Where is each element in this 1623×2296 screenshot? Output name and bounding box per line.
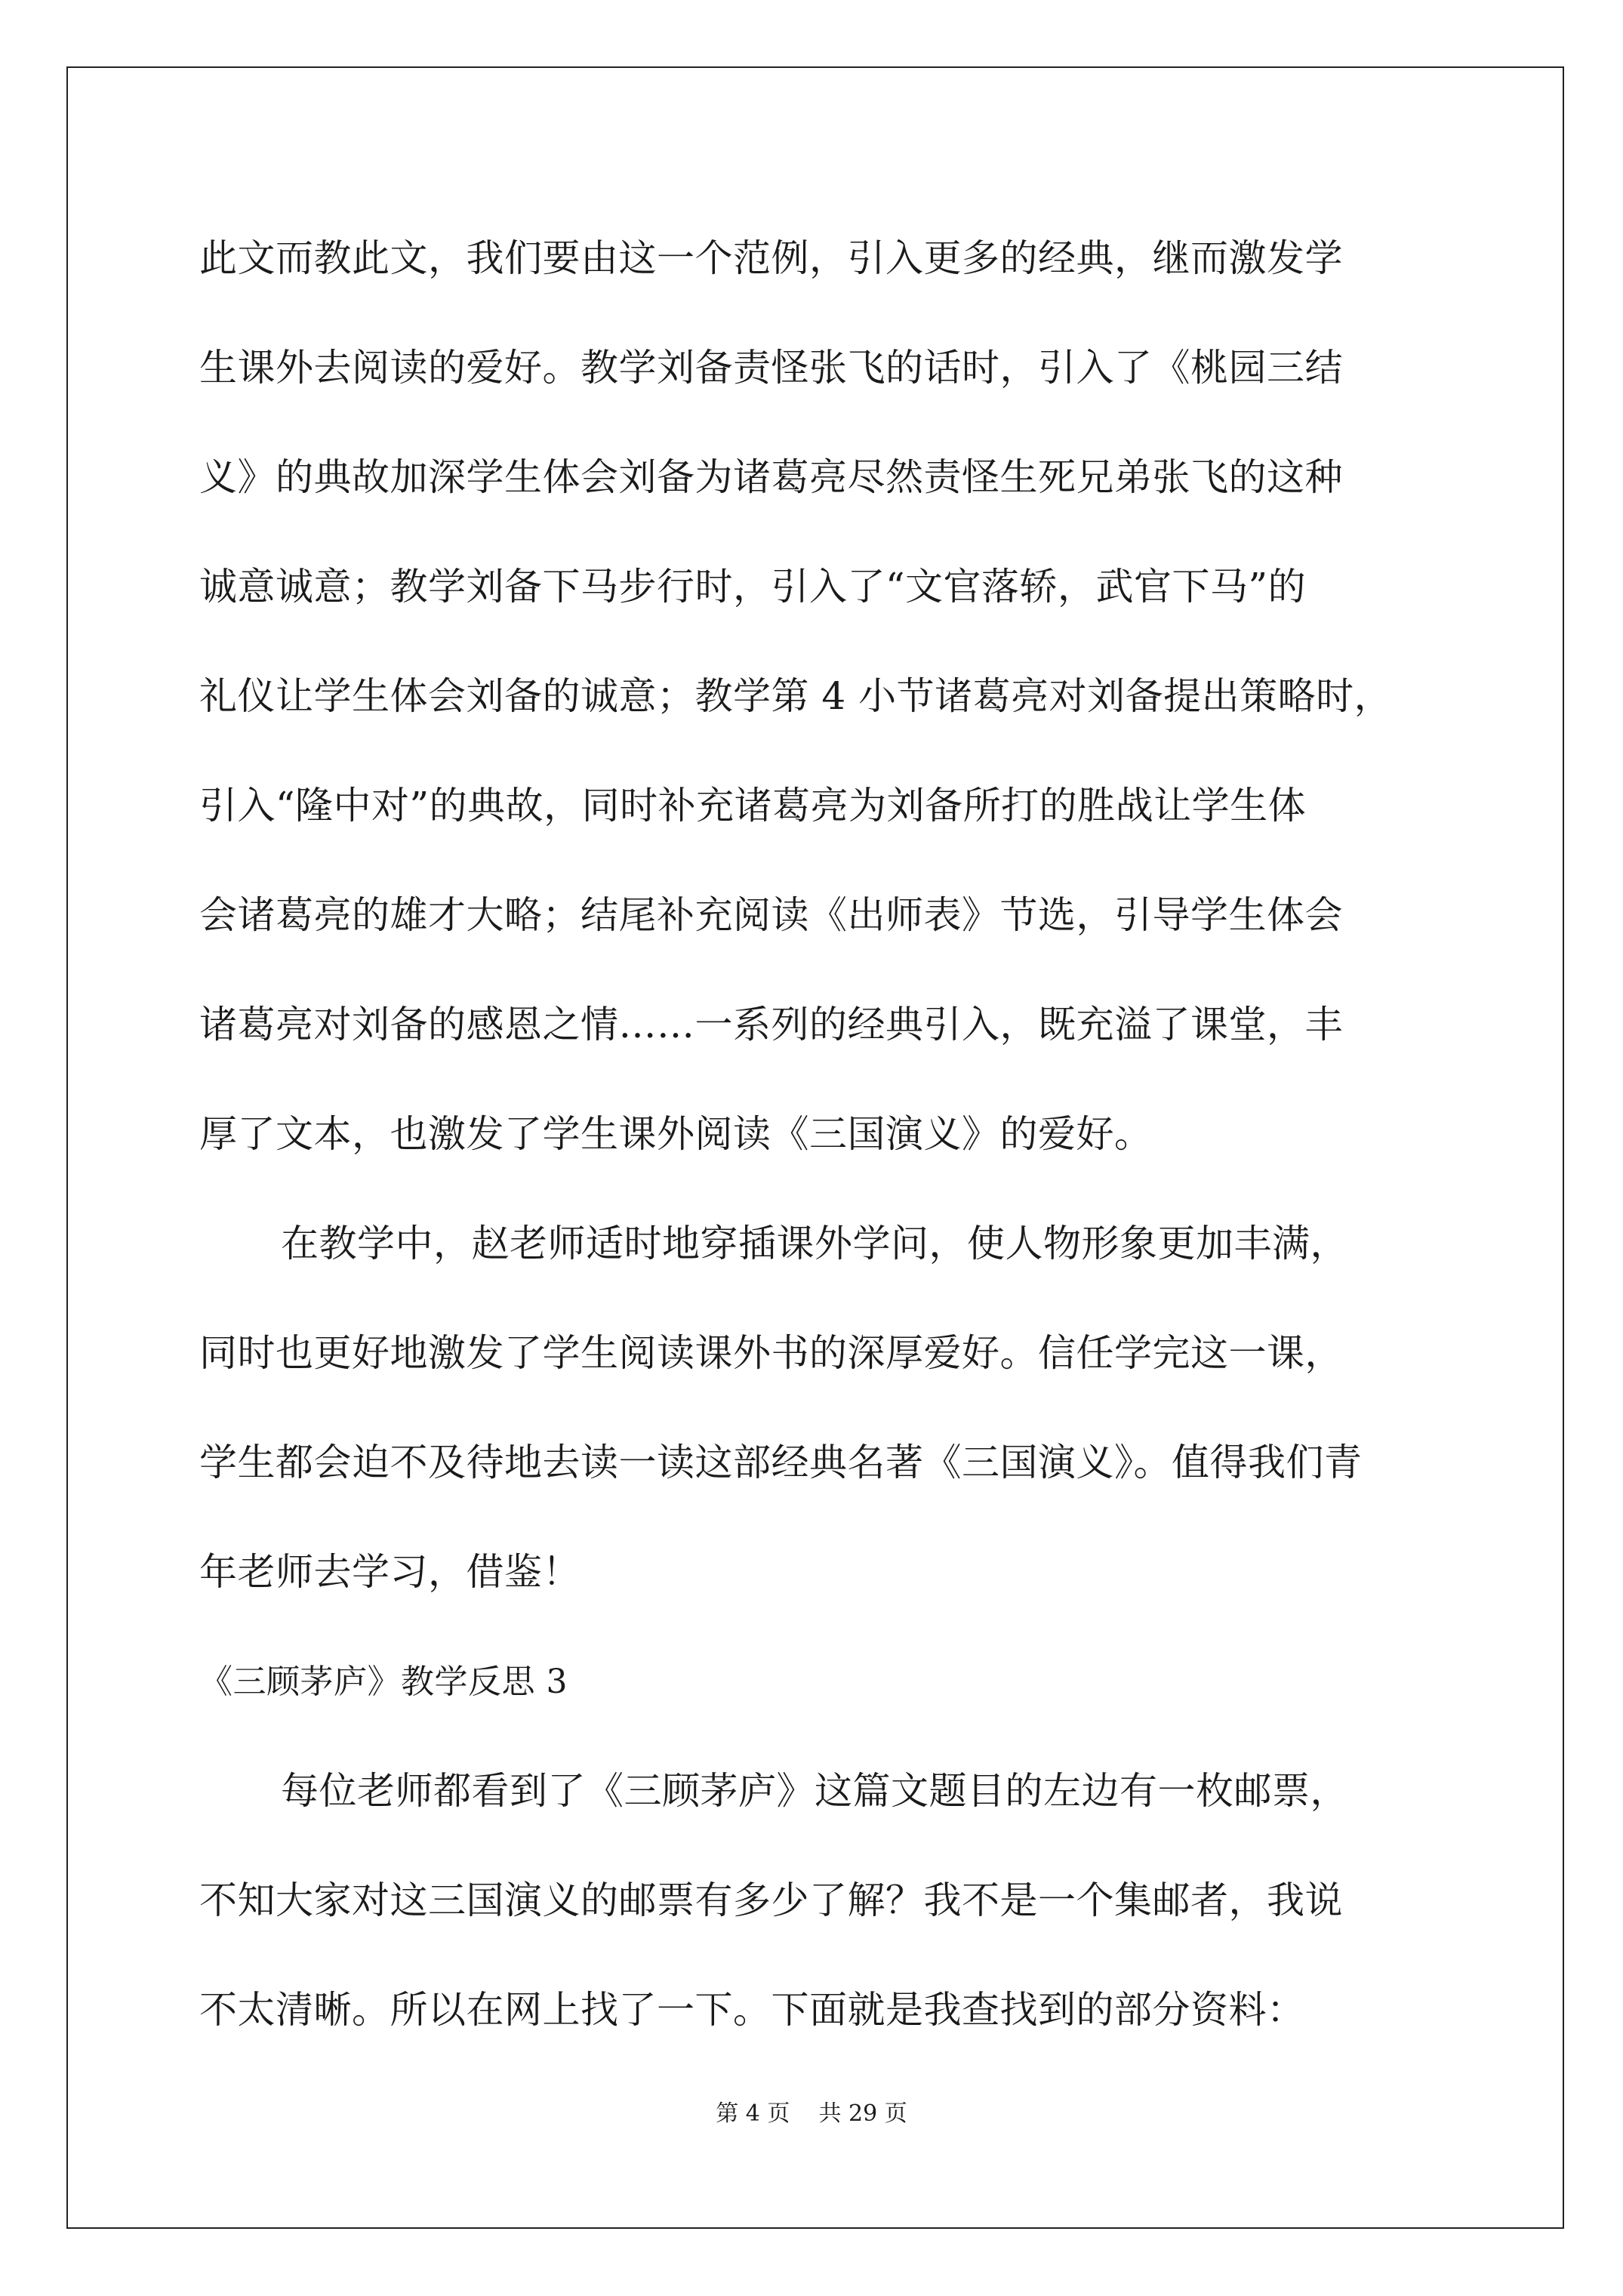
section-heading: 《三顾茅庐》教学反思 3 (199, 1663, 568, 1701)
text-line: 同时也更好地激发了学生阅读课外书的深厚爱好。信任学完这一课， (199, 1331, 1343, 1375)
text-line: 诚意诚意；教学刘备下马步行时，引入了“文官落轿，武官下马”的 (199, 565, 1307, 609)
text-line: 年老师去学习，借鉴！ (199, 1550, 581, 1594)
paragraph-start-line: 在教学中，赵老师适时地穿插课外学问，使人物形象更加丰满， (281, 1222, 1348, 1265)
text-line: 义》的典故加深学生体会刘备为诸葛亮尽然责怪生死兄弟张飞的这种 (199, 455, 1343, 499)
text-line: 礼仪让学生体会刘备的诚意；教学第 4 小节诸葛亮对刘备提出策略时， (199, 674, 1393, 718)
text-line: 引入“隆中对”的典故，同时补充诸葛亮为刘备所打的胜战让学生体 (199, 784, 1307, 827)
page-number-footer: 第 4 页 共 29 页 (716, 2100, 907, 2127)
text-line: 会诸葛亮的雄才大略；结尾补充阅读《出师表》节选，引导学生体会 (199, 893, 1343, 937)
paragraph-start-line: 每位老师都看到了《三顾茅庐》这篇文题目的左边有一枚邮票， (281, 1769, 1348, 1813)
text-line: 厚了文本，也激发了学生课外阅读《三国演义》的爱好。 (199, 1112, 1153, 1156)
text-line: 学生都会迫不及待地去读一读这部经典名著《三国演义》。值得我们青 (199, 1441, 1363, 1484)
text-line: 不太清晰。所以在网上找了一下。下面就是我查找到的部分资料： (199, 1988, 1305, 2032)
text-line: 不知大家对这三国演义的邮票有多少了解？我不是一个集邮者，我说 (199, 1878, 1343, 1922)
text-line: 生课外去阅读的爱好。教学刘备责怪张飞的话时，引入了《桃园三结 (199, 346, 1343, 390)
text-line: 此文而教此文，我们要由这一个范例，引入更多的经典，继而激发学 (199, 236, 1343, 280)
text-line: 诸葛亮对刘备的感恩之情……一系列的经典引入，既充溢了课堂，丰 (199, 1003, 1343, 1046)
document-body (199, 204, 1437, 2065)
